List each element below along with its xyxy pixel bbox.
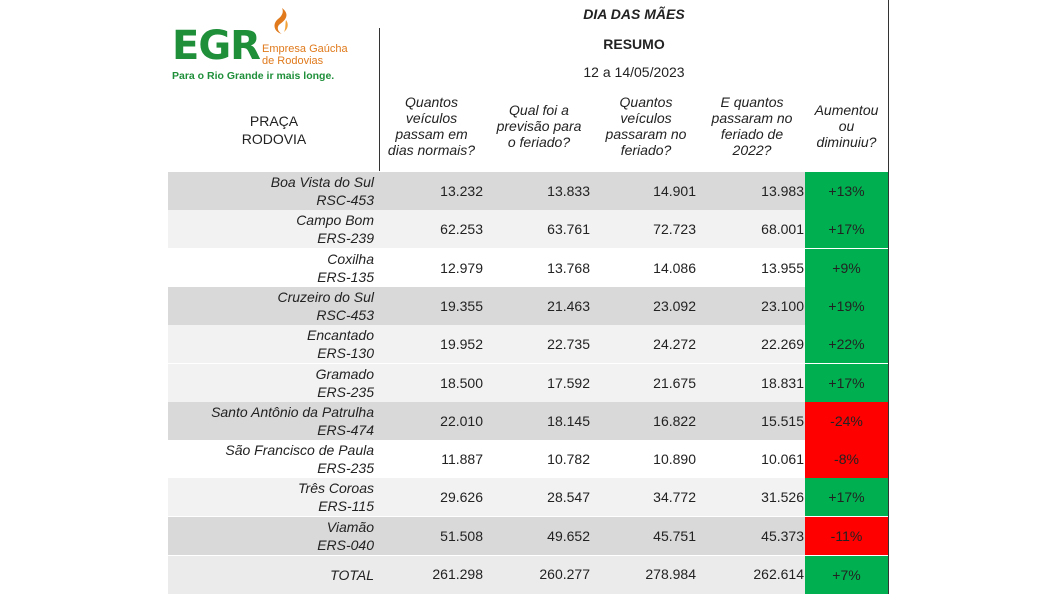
normal-days-value: 12.979 [440, 259, 483, 276]
change-badge: +13% [805, 172, 888, 210]
holiday-2022-value: 13.955 [761, 259, 804, 276]
total-holiday-2022: 262.614 [753, 566, 804, 582]
normal-days-value: 11.887 [441, 451, 483, 468]
holiday-value: 24.272 [653, 336, 696, 353]
logo-mark: EGR [172, 23, 260, 69]
header-praca-rodovia: PRAÇA RODOVIA [241, 113, 307, 147]
holiday-2022-value: 45.373 [761, 527, 804, 544]
forecast-value: 63.761 [547, 221, 590, 238]
praca-rodovia: Viamão ERS-040 [317, 518, 374, 553]
header-holiday: Quantos veículos passaram no feriado? [605, 94, 687, 158]
table-row [168, 364, 888, 402]
change-badge: +9% [805, 249, 888, 287]
change-badge: +17% [805, 478, 888, 516]
table-row [168, 517, 888, 555]
holiday-value: 21.675 [653, 374, 696, 391]
holiday-2022-value: 13.983 [761, 183, 804, 199]
change-badge: -11% [805, 517, 888, 555]
holiday-2022-value: 22.269 [761, 336, 804, 353]
holiday-value: 16.822 [653, 412, 696, 429]
header-forecast: Qual foi a previsão para o feriado? [496, 102, 582, 150]
table-row [168, 325, 888, 363]
normal-days-value: 19.952 [440, 336, 483, 353]
normal-days-value: 51.508 [440, 527, 483, 544]
change-badge: +17% [805, 364, 888, 402]
forecast-value: 21.463 [547, 297, 590, 314]
forecast-value: 18.145 [547, 412, 590, 429]
table-row [168, 210, 888, 248]
table-row [168, 478, 888, 516]
forecast-value: 49.652 [547, 527, 590, 544]
forecast-value: 22.735 [547, 336, 590, 353]
forecast-value: 10.782 [547, 451, 590, 468]
total-label: TOTAL [330, 567, 374, 583]
normal-days-value: 13.232 [440, 183, 483, 199]
table-row [168, 172, 888, 210]
header-change: Aumentou ou diminuiu? [814, 102, 879, 150]
praca-rodovia: Encantado ERS-130 [307, 327, 374, 362]
header-holiday-2022: E quantos passaram no feriado de 2022? [711, 94, 793, 158]
praca-rodovia: São Francisco de Paula ERS-235 [225, 442, 374, 477]
logo-slogan: Para o Rio Grande ir mais longe. [172, 70, 335, 82]
flame-icon [266, 6, 296, 42]
normal-days-value: 62.253 [440, 221, 483, 238]
date-range: 12 a 14/05/2023 [583, 64, 685, 80]
egr-logo [172, 6, 372, 82]
forecast-value: 17.592 [547, 374, 590, 391]
total-normal: 261.298 [432, 566, 483, 582]
holiday-value: 14.086 [653, 259, 696, 276]
table-row [168, 249, 888, 287]
page-title: DIA DAS MÃES [583, 6, 685, 22]
holiday-value: 10.890 [653, 451, 696, 468]
change-badge: +19% [805, 287, 888, 325]
normal-days-value: 22.010 [440, 412, 483, 429]
forecast-value: 28.547 [547, 489, 590, 506]
holiday-value: 45.751 [653, 527, 696, 544]
holiday-2022-value: 68.001 [761, 221, 804, 238]
normal-days-value: 18.500 [440, 374, 483, 391]
right-border [888, 0, 889, 594]
holiday-2022-value: 31.526 [761, 489, 804, 506]
holiday-2022-value: 10.061 [761, 451, 804, 468]
total-forecast: 260.277 [539, 566, 590, 582]
praca-rodovia: Três Coroas ERS-115 [298, 480, 374, 515]
change-badge: +22% [805, 325, 888, 363]
total-change-badge: +7% [805, 556, 888, 594]
praca-rodovia: Cruzeiro do Sul RSC-453 [277, 288, 374, 323]
holiday-2022-value: 18.831 [761, 374, 804, 391]
header-normal-days: Quantos veículos passam em dias normais? [387, 94, 476, 158]
forecast-value: 13.833 [547, 183, 590, 199]
holiday-2022-value: 15.515 [761, 412, 804, 429]
change-badge: -24% [805, 402, 888, 440]
table-row [168, 287, 888, 325]
logo-company-name: Empresa Gaúcha de Rodovias [262, 43, 348, 67]
praca-rodovia: Coxilha ERS-135 [317, 250, 374, 285]
holiday-value: 34.772 [653, 489, 696, 506]
table-row [168, 402, 888, 440]
normal-days-value: 19.355 [440, 297, 483, 314]
praca-rodovia: Santo Antônio da Patrulha ERS-474 [211, 403, 374, 438]
change-badge: +17% [805, 210, 888, 248]
normal-days-value: 29.626 [440, 489, 483, 506]
holiday-value: 23.092 [653, 297, 696, 314]
total-holiday: 278.984 [645, 566, 696, 582]
forecast-value: 13.768 [547, 259, 590, 276]
summary-sheet [168, 0, 889, 594]
holiday-value: 14.901 [653, 183, 696, 199]
praca-rodovia: Gramado ERS-235 [315, 365, 374, 400]
table-row [168, 440, 888, 478]
total-row [168, 556, 888, 594]
page-subtitle: RESUMO [603, 36, 665, 52]
praca-rodovia: Campo Bom ERS-239 [296, 212, 374, 247]
holiday-value: 72.723 [653, 221, 696, 238]
change-badge: -8% [805, 440, 888, 478]
holiday-2022-value: 23.100 [761, 297, 804, 314]
praca-rodovia: Boa Vista do Sul RSC-453 [270, 174, 374, 208]
